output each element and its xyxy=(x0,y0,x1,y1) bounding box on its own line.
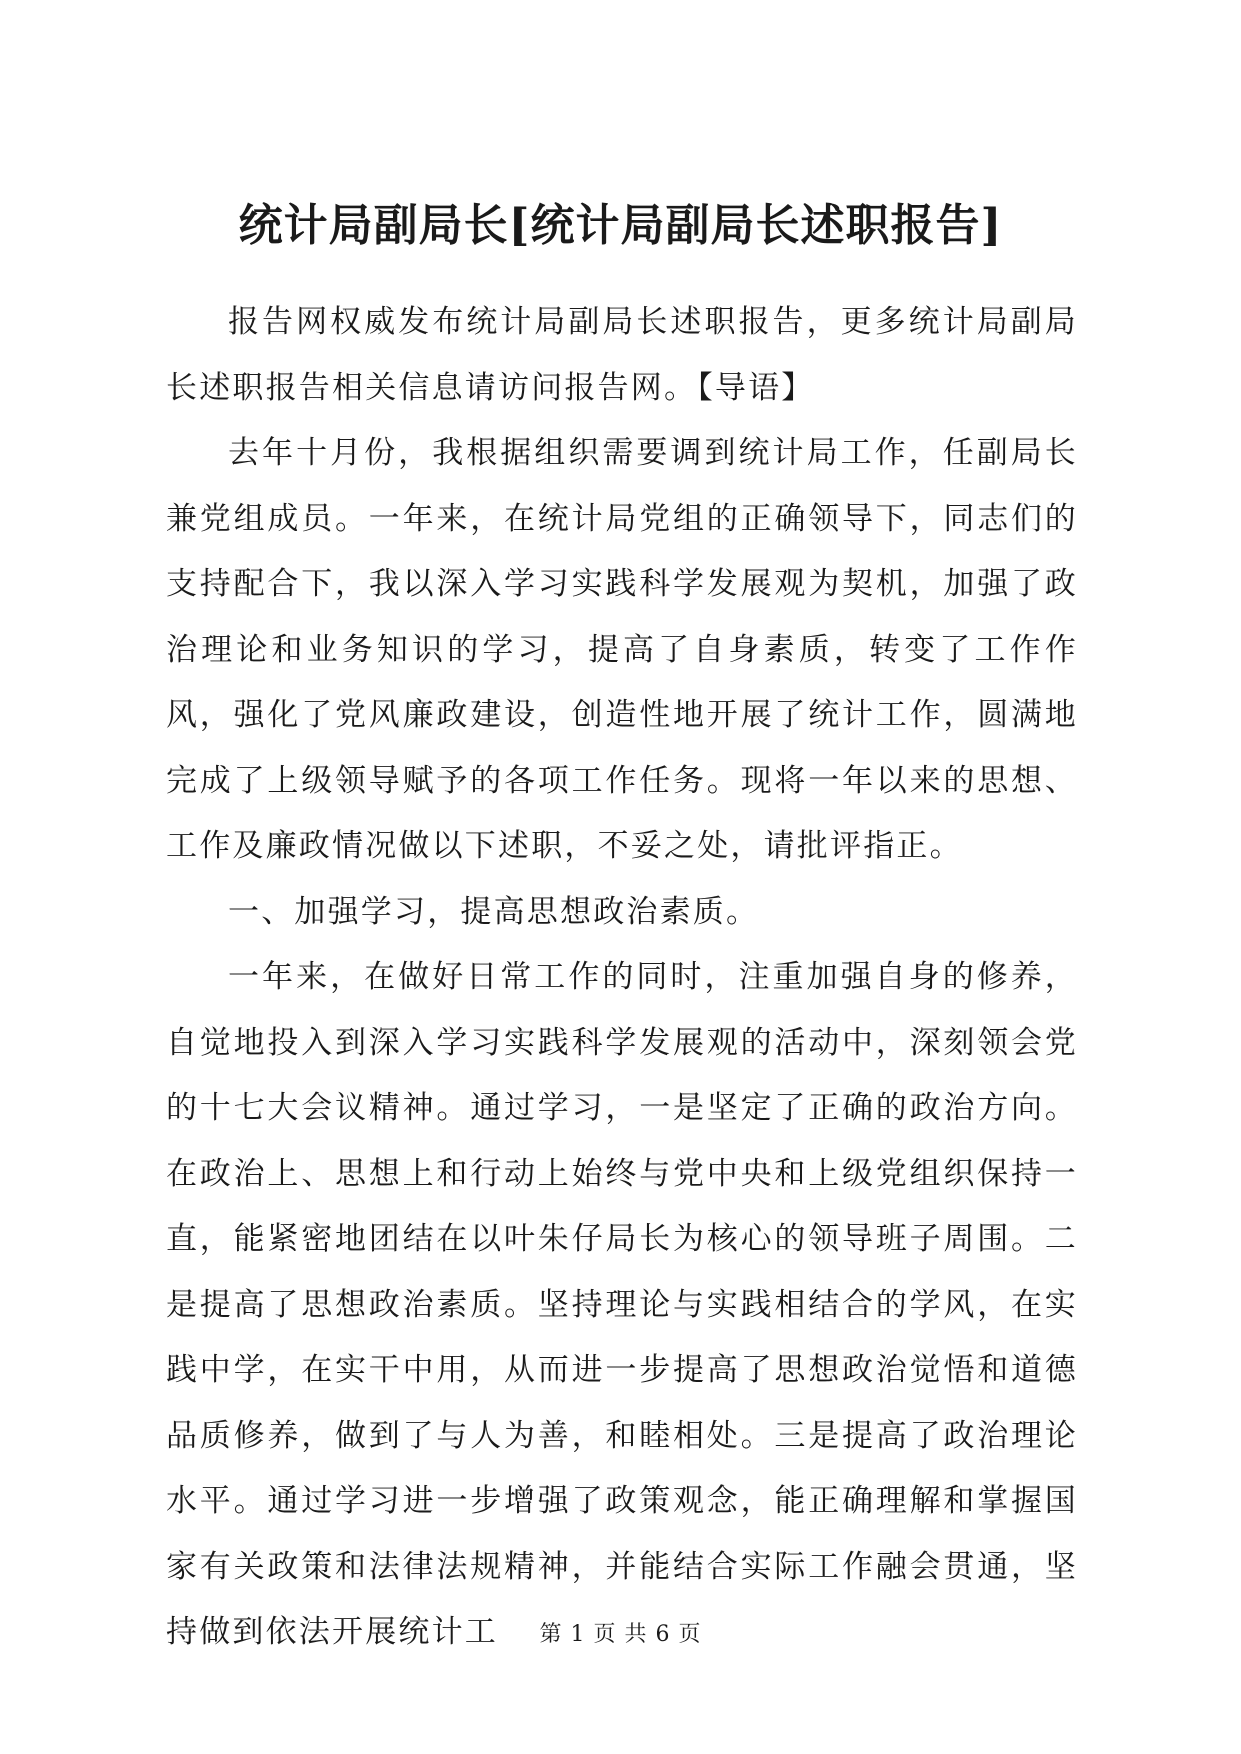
document-title: 统计局副局长[统计局副局长述职报告] xyxy=(238,200,1003,251)
paragraph-study: 一年来，在做好日常工作的同时，注重加强自身的修养，自觉地投入到深入学习实践科学发展观的活动中，深刻领会党的十七大会议精神。通过学习，一是坚定了正确的政治方向。在政治上、思想上和行动上始终与党中央和上级党组织保持一直，能紧密地团结在以叶朱仔局长为核心的领导班子周围。二是提高了思想政治素质。坚持理论与实践相结合的学风，在实践中学，在实干中用，从而进一步提高了思想政治觉悟和道德品质修养，做到了与人为善，和睦相处。三是提高了政治理论水平。通过学习进一步增强了政策观念，能正确理解和掌握国家有关政策和法律法规精神，并能结合实际工作融会贯通，坚持做到依法开展统计工 xyxy=(166,959,1078,1650)
paragraph-overview: 去年十月份，我根据组织需要调到统计局工作，任副局长兼党组成员。一年来，在统计局党组的正确领导下，同志们的支持配合下，我以深入学习实践科学发展观为契机，加强了政治理论和业务知识的学习，提高了自身素质，转变了工作作风，强化了党风廉政建设，创造性地开展了统计工作，圆满地完成了上级领导赋予的各项工作任务。现将一年以来的思想、工作及廉政情况做以下述职，不妥之处，请批评指正。 xyxy=(166,435,1078,864)
section-heading-1: 一、加强学习，提高思想政治素质。 xyxy=(228,893,760,930)
page-number-footer: 第 1 页 共 6 页 xyxy=(539,1622,702,1647)
paragraph-intro: 报告网权威发布统计局副局长述职报告，更多统计局副局长述职报告相关信息请访问报告网。【导语】 xyxy=(166,304,1078,406)
document-body xyxy=(166,290,1078,1666)
